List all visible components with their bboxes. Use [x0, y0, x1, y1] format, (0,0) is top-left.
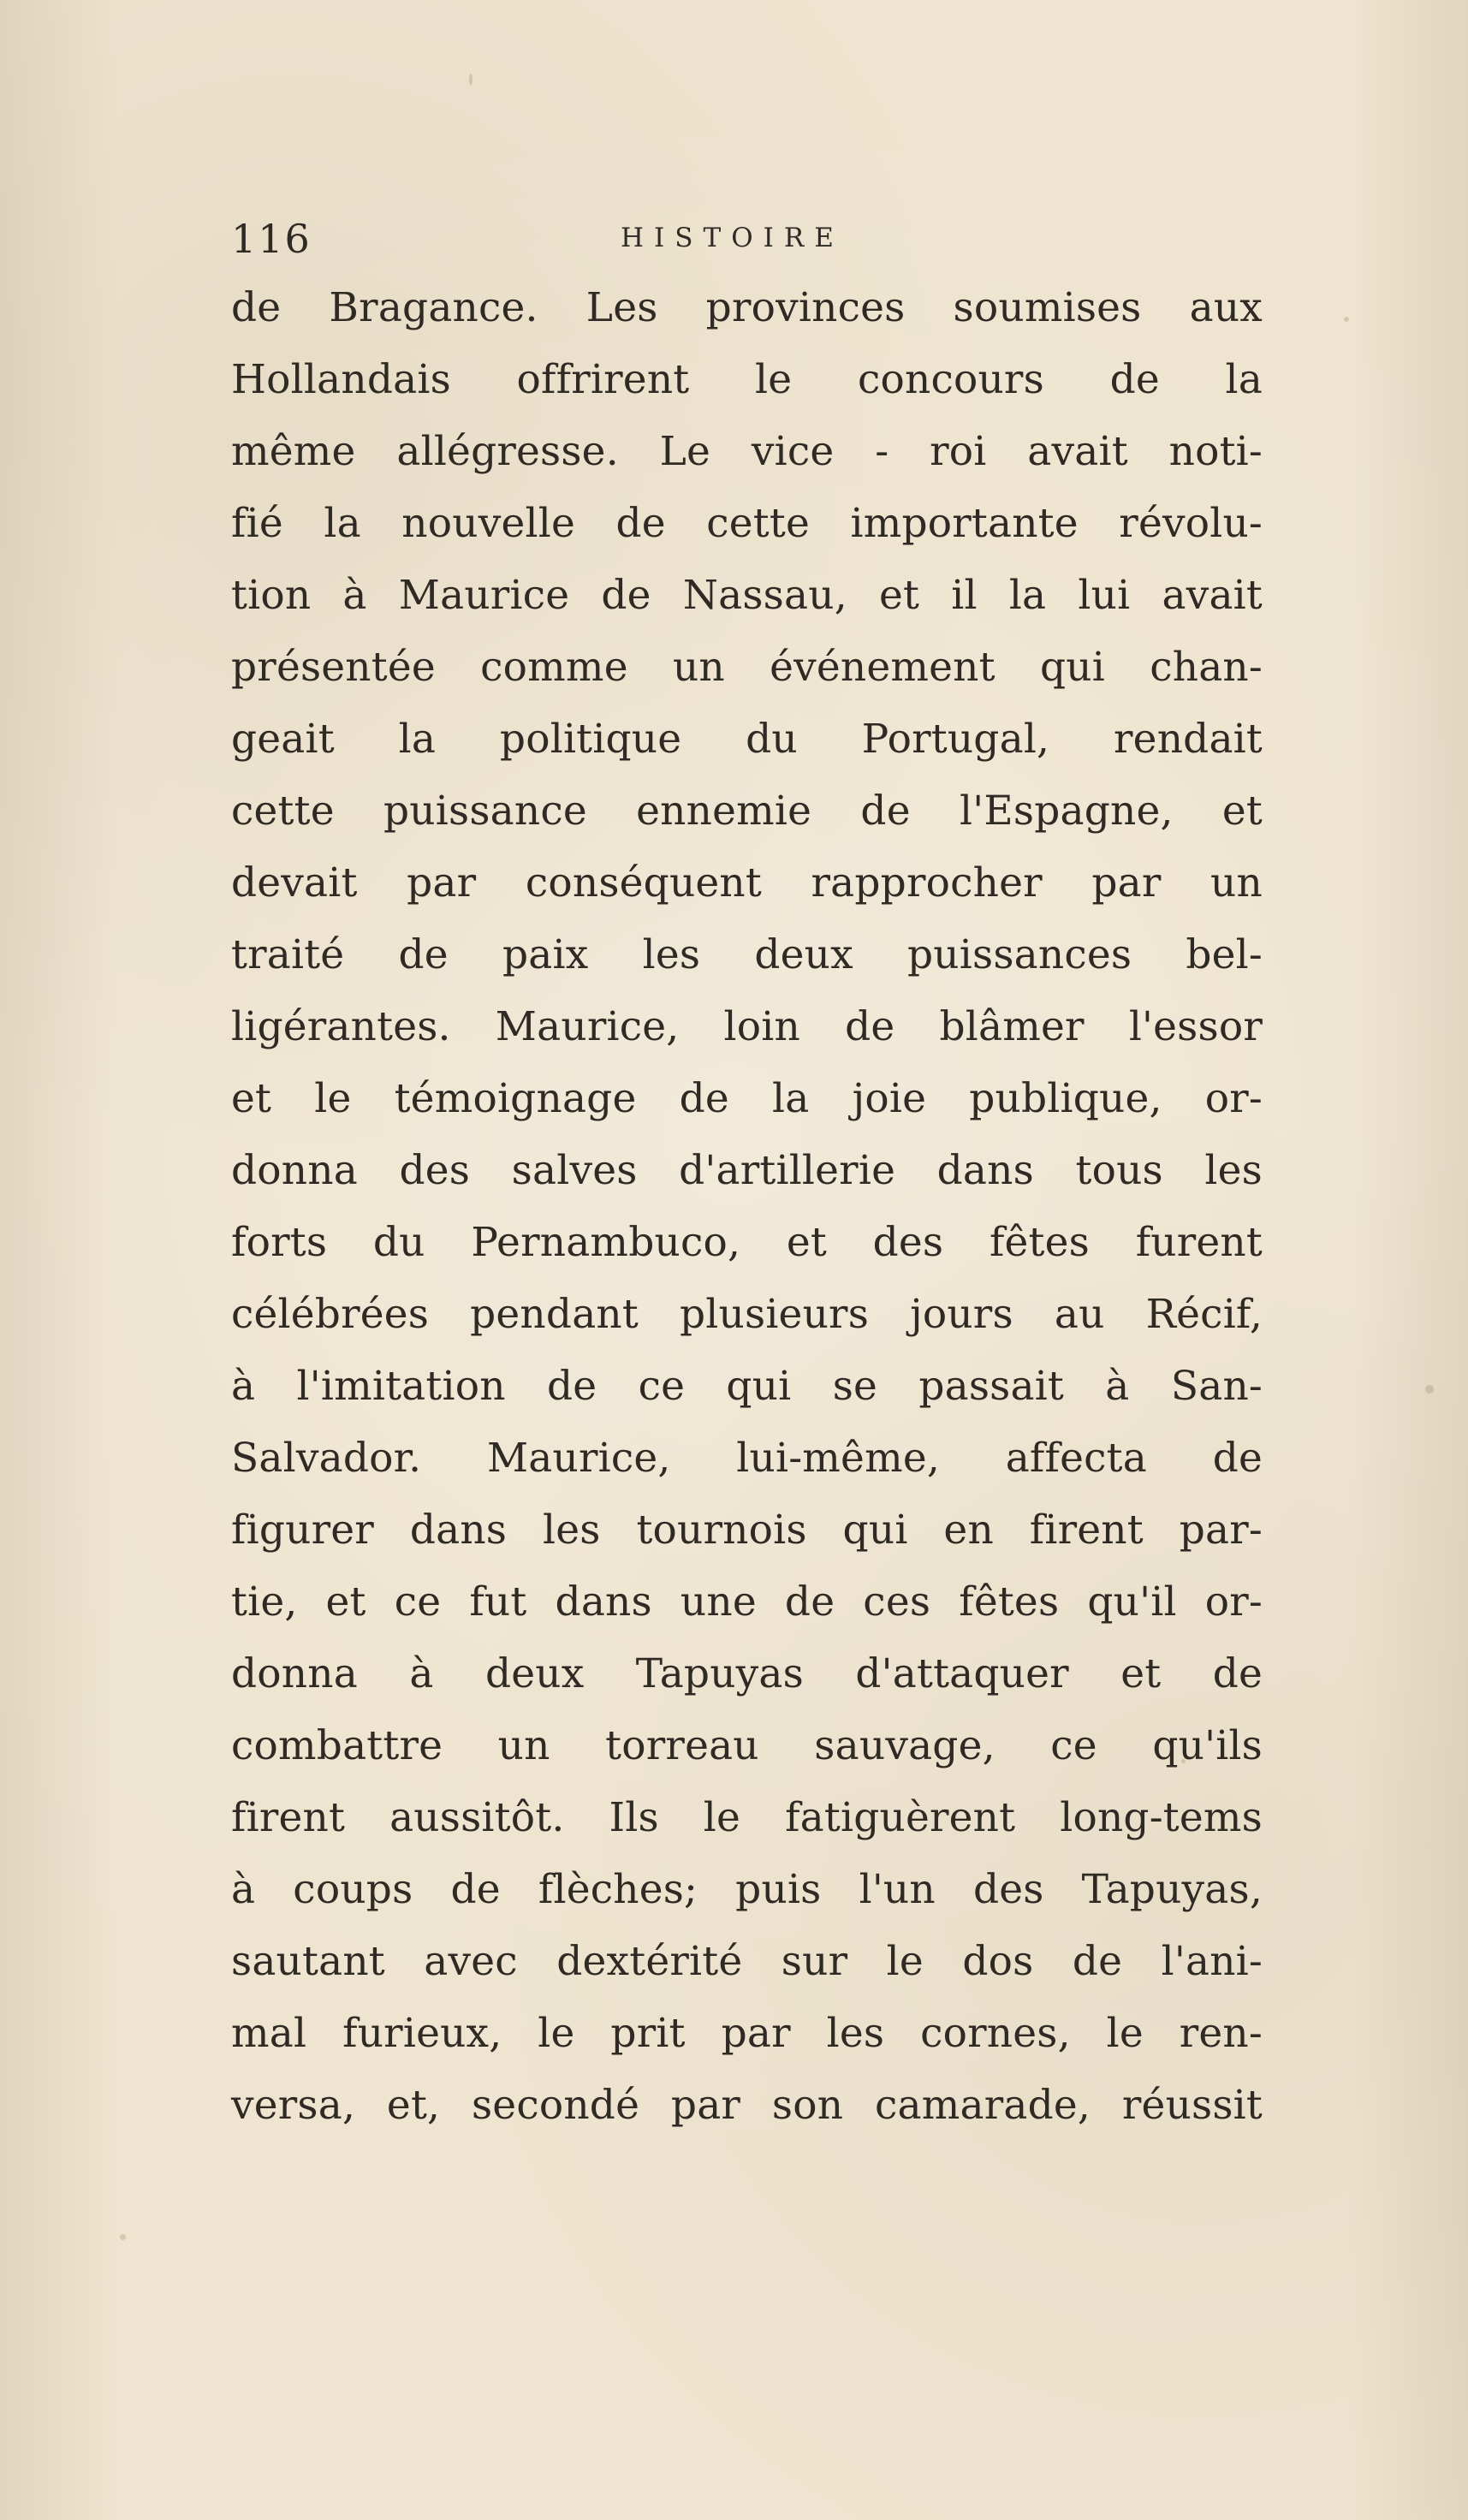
text-line: donna à deux Tapuyas d'attaquer et de	[231, 1650, 1263, 1697]
text-line: Hollandais offrirent le concours de la	[231, 356, 1263, 403]
text-line: mal furieux, le prit par les cornes, le ren-	[231, 2010, 1263, 2057]
paper-speck	[469, 74, 472, 86]
text-line: donna des salves d'artillerie dans tous les	[231, 1147, 1263, 1194]
text-line: de Bragance. Les provinces soumises aux	[231, 284, 1263, 331]
text-line: fié la nouvelle de cette importante révolu-	[231, 500, 1263, 547]
body-text	[231, 272, 1263, 2172]
text-line: à coups de flèches; puis l'un des Tapuyas,	[231, 1866, 1263, 1913]
text-line: traité de paix les deux puissances bel-	[231, 931, 1263, 978]
paper-speck	[1425, 1385, 1434, 1394]
text-line: combattre un torreau sauvage, ce qu'ils	[231, 1722, 1263, 1769]
text-line: et le témoignage de la joie publique, or-	[231, 1075, 1263, 1122]
text-line: même allégresse. Le vice - roi avait noti-	[231, 428, 1263, 475]
text-line: tie, et ce fut dans une de ces fêtes qu'il or-	[231, 1578, 1263, 1626]
text-line: à l'imitation de ce qui se passait à San-	[231, 1363, 1263, 1410]
text-line: forts du Pernambuco, et des fêtes furent	[231, 1219, 1263, 1266]
text-line: célébrées pendant plusieurs jours au Récif,	[231, 1291, 1263, 1338]
page-header	[231, 216, 1275, 262]
text-line: Salvador. Maurice, lui-même, affecta de	[231, 1435, 1263, 1482]
text-line: geait la politique du Portugal, rendait	[231, 716, 1263, 763]
text-line: cette puissance ennemie de l'Espagne, et	[231, 788, 1263, 835]
text-line: versa, et, secondé par son camarade, réussit	[231, 2082, 1263, 2129]
running-title: HISTOIRE	[621, 223, 844, 253]
text-line: firent aussitôt. Ils le fatiguèrent long-tems	[231, 1794, 1263, 1841]
page-number: 116	[231, 216, 312, 262]
text-line: sautant avec dextérité sur le dos de l'ani-	[231, 1938, 1263, 1985]
paper-speck	[120, 2234, 126, 2240]
text-line: devait par conséquent rapprocher par un	[231, 859, 1263, 906]
text-line: figurer dans les tournois qui en firent par-	[231, 1507, 1263, 1554]
text-line: ligérantes. Maurice, loin de blâmer l'essor	[231, 1003, 1263, 1050]
text-line: présentée comme un événement qui chan-	[231, 644, 1263, 691]
paper-speck	[1344, 317, 1349, 322]
text-line: tion à Maurice de Nassau, et il la lui avait	[231, 572, 1263, 619]
